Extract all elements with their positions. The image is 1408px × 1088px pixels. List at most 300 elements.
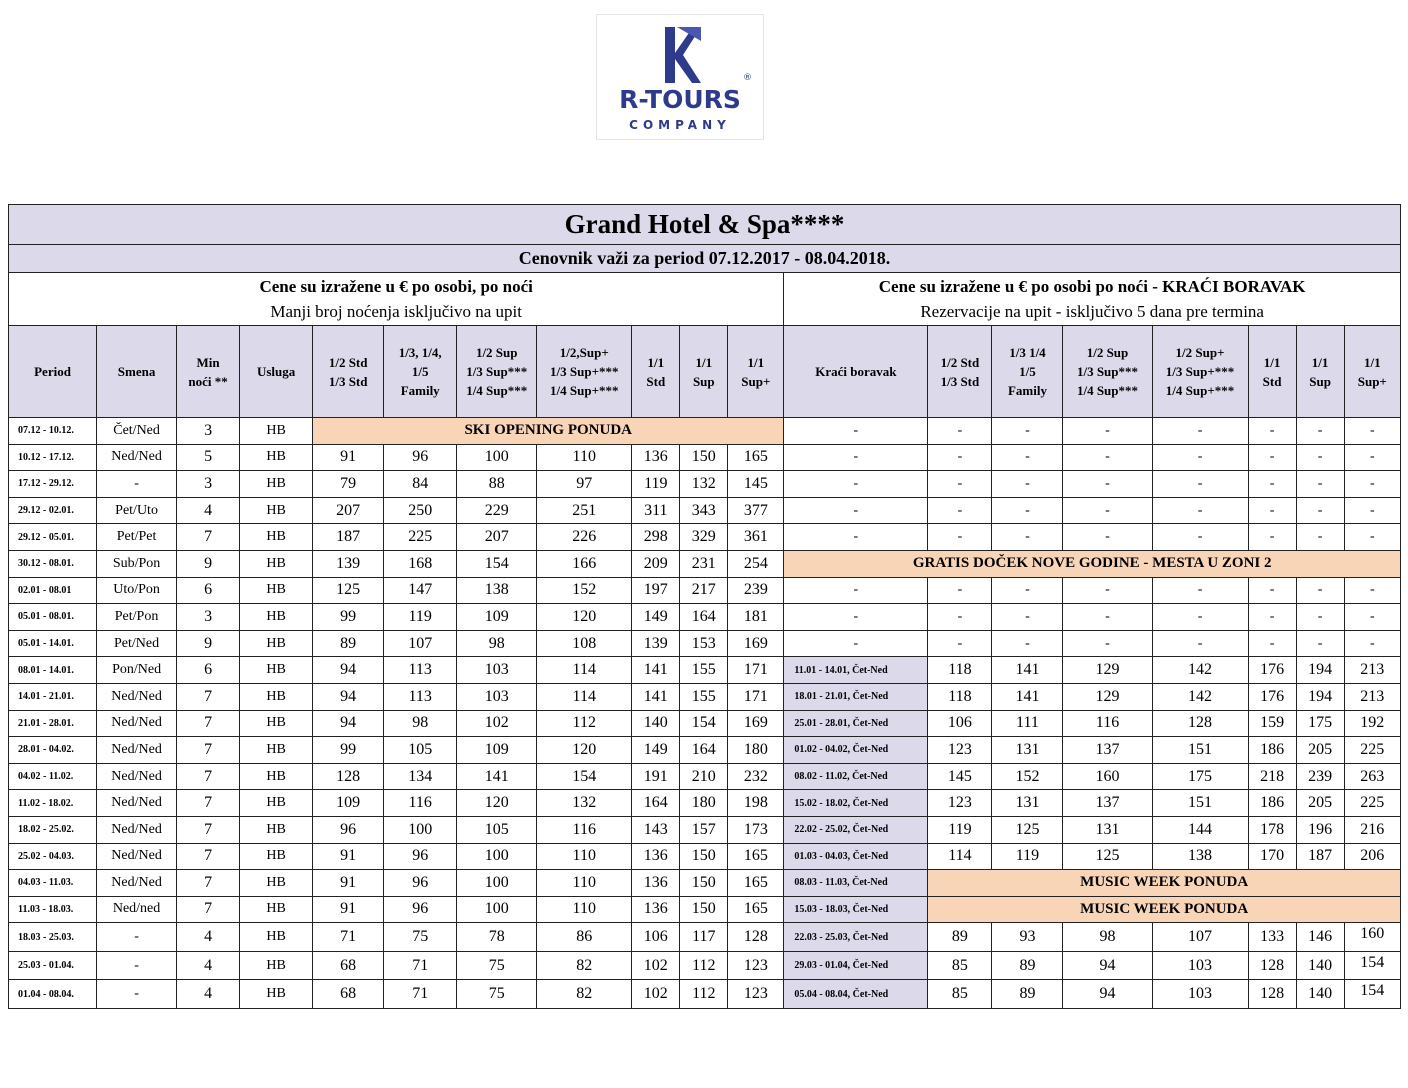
- short-stay-cell: 29.03 - 01.04, Čet-Ned: [784, 951, 928, 980]
- empty-price-cell: -: [1344, 524, 1400, 551]
- price-cell: 108: [537, 630, 632, 657]
- table-row: [9, 630, 1401, 657]
- short-stay-price-cell: 154: [1344, 951, 1400, 980]
- price-cell: 171: [728, 657, 784, 684]
- short-stay-cell: 08.03 - 11.03, Čet-Ned: [784, 870, 928, 897]
- empty-price-cell: -: [1248, 577, 1296, 604]
- price-cell: 197: [632, 577, 680, 604]
- table-row: [9, 980, 1401, 1009]
- price-cell: 98: [384, 710, 457, 737]
- price-cell: 226: [537, 524, 632, 551]
- price-cell: 91: [313, 870, 384, 897]
- period-cell: 18.02 - 25.02.: [9, 816, 97, 843]
- empty-price-cell: -: [992, 524, 1063, 551]
- table-row: [9, 951, 1401, 980]
- price-cell: 125: [313, 577, 384, 604]
- table-row: [9, 471, 1401, 498]
- table-row: [9, 577, 1401, 604]
- promo-banner: SKI OPENING PONUDA: [313, 418, 784, 445]
- period-cell: 04.02 - 11.02.: [9, 763, 97, 790]
- price-cell: 105: [457, 816, 537, 843]
- shift-cell: -: [97, 923, 177, 952]
- price-cell: 82: [537, 951, 632, 980]
- price-cell: 128: [728, 923, 784, 952]
- empty-price-cell: -: [1063, 604, 1152, 631]
- price-cell: 109: [457, 604, 537, 631]
- short-stay-price-cell: 85: [928, 951, 992, 980]
- short-stay-price-cell: 141: [992, 683, 1063, 710]
- short-stay-price-cell: 89: [992, 951, 1063, 980]
- price-cell: 166: [537, 550, 632, 577]
- shift-cell: Ned/Ned: [97, 444, 177, 471]
- min-nights-cell: 7: [177, 790, 240, 817]
- min-nights-cell: 4: [177, 923, 240, 952]
- price-cell: 94: [313, 683, 384, 710]
- short-stay-price-cell: 225: [1344, 737, 1400, 764]
- empty-price-cell: -: [1344, 418, 1400, 445]
- left-section-header: [9, 273, 784, 326]
- price-cell: 109: [313, 790, 384, 817]
- empty-price-cell: -: [1296, 444, 1344, 471]
- price-cell: 180: [728, 737, 784, 764]
- short-stay-price-cell: 89: [928, 923, 992, 952]
- short-stay-price-cell: 196: [1296, 816, 1344, 843]
- price-cell: 154: [680, 710, 728, 737]
- price-cell: 207: [457, 524, 537, 551]
- min-nights-cell: 7: [177, 870, 240, 897]
- table-row: [9, 444, 1401, 471]
- empty-price-cell: -: [1248, 471, 1296, 498]
- shift-cell: Ned/Ned: [97, 843, 177, 870]
- price-cell: 155: [680, 683, 728, 710]
- empty-price-cell: -: [992, 577, 1063, 604]
- period-cell: 08.01 - 14.01.: [9, 657, 97, 684]
- period-cell: 21.01 - 28.01.: [9, 710, 97, 737]
- short-stay-price-cell: 205: [1296, 790, 1344, 817]
- short-stay-price-cell: 142: [1152, 657, 1248, 684]
- empty-price-cell: -: [928, 524, 992, 551]
- short-stay-price-cell: 89: [992, 980, 1063, 1009]
- price-cell: 152: [537, 577, 632, 604]
- service-cell: HB: [240, 577, 313, 604]
- price-cell: 207: [313, 497, 384, 524]
- price-cell: 132: [537, 790, 632, 817]
- empty-price-cell: -: [1296, 471, 1344, 498]
- period-cell: 11.03 - 18.03.: [9, 896, 97, 923]
- price-cell: 329: [680, 524, 728, 551]
- left-section-line1: Cene su izražene u € po osobi, po noći: [259, 277, 533, 296]
- price-cell: 109: [457, 737, 537, 764]
- short-stay-price-cell: 141: [992, 657, 1063, 684]
- price-cell: 343: [680, 497, 728, 524]
- left-header-5: 1/3, 1/4, 1/5 Family: [384, 326, 457, 418]
- service-cell: HB: [240, 923, 313, 952]
- price-cell: 102: [632, 951, 680, 980]
- empty-price-cell: -: [1063, 444, 1152, 471]
- short-stay-price-cell: 225: [1344, 790, 1400, 817]
- price-cell: 361: [728, 524, 784, 551]
- price-cell: 94: [313, 657, 384, 684]
- short-stay-price-cell: 103: [1152, 951, 1248, 980]
- price-cell: 114: [537, 683, 632, 710]
- short-stay-price-cell: 131: [992, 737, 1063, 764]
- service-cell: HB: [240, 604, 313, 631]
- short-stay-price-cell: 106: [928, 710, 992, 737]
- price-cell: 99: [313, 604, 384, 631]
- price-cell: 165: [728, 843, 784, 870]
- price-cell: 164: [632, 790, 680, 817]
- price-cell: 98: [457, 630, 537, 657]
- service-cell: HB: [240, 737, 313, 764]
- min-nights-cell: 7: [177, 524, 240, 551]
- empty-price-cell: -: [784, 524, 928, 551]
- price-cell: 191: [632, 763, 680, 790]
- short-stay-cell: 18.01 - 21.01, Čet-Ned: [784, 683, 928, 710]
- min-nights-cell: 9: [177, 550, 240, 577]
- service-cell: HB: [240, 896, 313, 923]
- price-cell: 136: [632, 444, 680, 471]
- left-header-3: Usluga: [240, 326, 313, 418]
- left-header-10: 1/1 Sup+: [728, 326, 784, 418]
- period-cell: 28.01 - 04.02.: [9, 737, 97, 764]
- short-stay-price-cell: 118: [928, 683, 992, 710]
- price-cell: 103: [457, 657, 537, 684]
- price-cell: 91: [313, 444, 384, 471]
- price-cell: 71: [313, 923, 384, 952]
- period-cell: 30.12 - 08.01.: [9, 550, 97, 577]
- short-stay-price-cell: 111: [992, 710, 1063, 737]
- price-cell: 89: [313, 630, 384, 657]
- short-stay-price-cell: 123: [928, 737, 992, 764]
- short-stay-cell: 05.04 - 08.04, Čet-Ned: [784, 980, 928, 1009]
- left-header-6: 1/2 Sup 1/3 Sup*** 1/4 Sup***: [457, 326, 537, 418]
- left-header-9: 1/1 Sup: [680, 326, 728, 418]
- short-stay-price-cell: 137: [1063, 737, 1152, 764]
- service-cell: HB: [240, 710, 313, 737]
- period-cell: 18.03 - 25.03.: [9, 923, 97, 952]
- shift-cell: Ned/Ned: [97, 737, 177, 764]
- empty-price-cell: -: [928, 471, 992, 498]
- price-cell: 139: [313, 550, 384, 577]
- price-cell: 119: [632, 471, 680, 498]
- empty-price-cell: -: [1248, 524, 1296, 551]
- empty-price-cell: -: [1152, 444, 1248, 471]
- price-cell: 210: [680, 763, 728, 790]
- price-table: [8, 204, 1401, 1009]
- empty-price-cell: -: [784, 471, 928, 498]
- price-cell: 225: [384, 524, 457, 551]
- price-cell: 120: [457, 790, 537, 817]
- short-stay-cell: 01.02 - 04.02, Čet-Ned: [784, 737, 928, 764]
- empty-price-cell: -: [1152, 630, 1248, 657]
- short-stay-price-cell: 151: [1152, 737, 1248, 764]
- price-cell: 154: [537, 763, 632, 790]
- short-stay-price-cell: 187: [1296, 843, 1344, 870]
- price-cell: 102: [457, 710, 537, 737]
- short-stay-price-cell: 142: [1152, 683, 1248, 710]
- price-cell: 180: [680, 790, 728, 817]
- price-cell: 155: [680, 657, 728, 684]
- price-cell: 149: [632, 737, 680, 764]
- short-stay-price-cell: 137: [1063, 790, 1152, 817]
- service-cell: HB: [240, 980, 313, 1009]
- price-cell: 169: [728, 710, 784, 737]
- price-cell: 134: [384, 763, 457, 790]
- period-cell: 25.03 - 01.04.: [9, 951, 97, 980]
- table-row: [9, 710, 1401, 737]
- short-stay-price-cell: 138: [1152, 843, 1248, 870]
- min-nights-cell: 7: [177, 843, 240, 870]
- empty-price-cell: -: [1296, 524, 1344, 551]
- short-stay-price-cell: 175: [1296, 710, 1344, 737]
- short-stay-price-cell: 206: [1344, 843, 1400, 870]
- price-cell: 157: [680, 816, 728, 843]
- short-stay-price-cell: 119: [928, 816, 992, 843]
- short-stay-price-cell: 176: [1248, 657, 1296, 684]
- company-logo: [596, 14, 764, 140]
- price-cell: 88: [457, 471, 537, 498]
- period-cell: 01.04 - 08.04.: [9, 980, 97, 1009]
- right-header-0: Kraći boravak: [784, 326, 928, 418]
- short-stay-price-cell: 145: [928, 763, 992, 790]
- short-stay-price-cell: 125: [1063, 843, 1152, 870]
- period-cell: 29.12 - 02.01.: [9, 497, 97, 524]
- short-stay-price-cell: 103: [1152, 980, 1248, 1009]
- price-cell: 149: [632, 604, 680, 631]
- short-stay-price-cell: 131: [992, 790, 1063, 817]
- shift-cell: Pet/Pet: [97, 524, 177, 551]
- price-cell: 116: [384, 790, 457, 817]
- shift-cell: Ned/Ned: [97, 763, 177, 790]
- short-stay-cell: 22.03 - 25.03, Čet-Ned: [784, 923, 928, 952]
- service-cell: HB: [240, 843, 313, 870]
- price-cell: 139: [632, 630, 680, 657]
- short-stay-price-cell: 94: [1063, 951, 1152, 980]
- shift-cell: -: [97, 471, 177, 498]
- price-cell: 150: [680, 896, 728, 923]
- short-stay-price-cell: 107: [1152, 923, 1248, 952]
- short-stay-price-cell: 160: [1344, 923, 1400, 952]
- price-cell: 100: [457, 870, 537, 897]
- short-stay-price-cell: 144: [1152, 816, 1248, 843]
- table-row: [9, 497, 1401, 524]
- logo-subname: COMPANY: [629, 118, 731, 132]
- table-row: [9, 816, 1401, 843]
- price-cell: 251: [537, 497, 632, 524]
- min-nights-cell: 7: [177, 763, 240, 790]
- empty-price-cell: -: [1152, 524, 1248, 551]
- right-section-header: [784, 273, 1401, 326]
- empty-price-cell: -: [1248, 604, 1296, 631]
- price-cell: 123: [728, 980, 784, 1009]
- price-cell: 110: [537, 896, 632, 923]
- period-cell: 04.03 - 11.03.: [9, 870, 97, 897]
- price-cell: 143: [632, 816, 680, 843]
- price-cell: 128: [313, 763, 384, 790]
- empty-price-cell: -: [784, 444, 928, 471]
- price-cell: 311: [632, 497, 680, 524]
- table-row: [9, 657, 1401, 684]
- shift-cell: -: [97, 951, 177, 980]
- period-cell: 10.12 - 17.12.: [9, 444, 97, 471]
- period-cell: 25.02 - 04.03.: [9, 843, 97, 870]
- service-cell: HB: [240, 471, 313, 498]
- min-nights-cell: 4: [177, 497, 240, 524]
- period-cell: 07.12 - 10.12.: [9, 418, 97, 445]
- min-nights-cell: 9: [177, 630, 240, 657]
- price-cell: 114: [537, 657, 632, 684]
- price-cell: 120: [537, 604, 632, 631]
- short-stay-price-cell: 213: [1344, 683, 1400, 710]
- empty-price-cell: -: [1344, 497, 1400, 524]
- shift-cell: Pet/Ned: [97, 630, 177, 657]
- table-row: [9, 737, 1401, 764]
- price-cell: 78: [457, 923, 537, 952]
- short-stay-price-cell: 178: [1248, 816, 1296, 843]
- empty-price-cell: -: [784, 497, 928, 524]
- price-cell: 165: [728, 870, 784, 897]
- shift-cell: Pet/Pon: [97, 604, 177, 631]
- left-header-2: Min noći **: [177, 326, 240, 418]
- empty-price-cell: -: [928, 418, 992, 445]
- price-cell: 110: [537, 870, 632, 897]
- shift-cell: Uto/Pon: [97, 577, 177, 604]
- column-header-row: [9, 326, 1401, 418]
- empty-price-cell: -: [1344, 604, 1400, 631]
- short-stay-price-cell: 128: [1248, 980, 1296, 1009]
- short-stay-price-cell: 194: [1296, 683, 1344, 710]
- short-stay-price-cell: 159: [1248, 710, 1296, 737]
- price-cell: 116: [537, 816, 632, 843]
- hotel-title: Grand Hotel & Spa****: [9, 205, 1401, 245]
- short-stay-cell: 01.03 - 04.03, Čet-Ned: [784, 843, 928, 870]
- short-stay-price-cell: 154: [1344, 980, 1400, 1009]
- empty-price-cell: -: [784, 577, 928, 604]
- short-stay-price-cell: 128: [1152, 710, 1248, 737]
- shift-cell: Ned/Ned: [97, 683, 177, 710]
- empty-price-cell: -: [1063, 497, 1152, 524]
- promo-banner: MUSIC WEEK PONUDA: [928, 870, 1401, 897]
- min-nights-cell: 3: [177, 604, 240, 631]
- empty-price-cell: -: [784, 630, 928, 657]
- price-cell: 298: [632, 524, 680, 551]
- price-cell: 68: [313, 951, 384, 980]
- table-row: [9, 418, 1401, 445]
- short-stay-cell: 15.03 - 18.03, Čet-Ned: [784, 896, 928, 923]
- right-header-7: 1/1 Sup+: [1344, 326, 1400, 418]
- price-cell: 75: [457, 951, 537, 980]
- empty-price-cell: -: [1296, 577, 1344, 604]
- shift-cell: Ned/ned: [97, 896, 177, 923]
- empty-price-cell: -: [992, 630, 1063, 657]
- left-header-0: Period: [9, 326, 97, 418]
- short-stay-price-cell: 94: [1063, 980, 1152, 1009]
- shift-cell: Pon/Ned: [97, 657, 177, 684]
- price-cell: 165: [728, 444, 784, 471]
- price-cell: 153: [680, 630, 728, 657]
- empty-price-cell: -: [1063, 418, 1152, 445]
- price-cell: 113: [384, 657, 457, 684]
- empty-price-cell: -: [1063, 577, 1152, 604]
- short-stay-price-cell: 192: [1344, 710, 1400, 737]
- validity-period: Cenovnik važi za period 07.12.2017 - 08.04.2018.: [9, 245, 1401, 273]
- price-cell: 138: [457, 577, 537, 604]
- short-stay-price-cell: 125: [992, 816, 1063, 843]
- price-cell: 112: [537, 710, 632, 737]
- service-cell: HB: [240, 524, 313, 551]
- short-stay-cell: 11.01 - 14.01, Čet-Ned: [784, 657, 928, 684]
- short-stay-price-cell: 131: [1063, 816, 1152, 843]
- min-nights-cell: 4: [177, 951, 240, 980]
- price-cell: 96: [384, 870, 457, 897]
- price-cell: 217: [680, 577, 728, 604]
- price-cell: 140: [632, 710, 680, 737]
- short-stay-price-cell: 98: [1063, 923, 1152, 952]
- service-cell: HB: [240, 657, 313, 684]
- price-cell: 231: [680, 550, 728, 577]
- short-stay-price-cell: 119: [992, 843, 1063, 870]
- empty-price-cell: -: [1248, 497, 1296, 524]
- service-cell: HB: [240, 683, 313, 710]
- short-stay-price-cell: 151: [1152, 790, 1248, 817]
- short-stay-price-cell: 123: [928, 790, 992, 817]
- price-cell: 141: [457, 763, 537, 790]
- price-cell: 150: [680, 444, 728, 471]
- service-cell: HB: [240, 763, 313, 790]
- min-nights-cell: 5: [177, 444, 240, 471]
- short-stay-price-cell: 85: [928, 980, 992, 1009]
- logo-registered: ®: [743, 73, 752, 83]
- min-nights-cell: 7: [177, 816, 240, 843]
- table-row: [9, 843, 1401, 870]
- price-cell: 168: [384, 550, 457, 577]
- price-cell: 250: [384, 497, 457, 524]
- price-cell: 117: [680, 923, 728, 952]
- price-cell: 165: [728, 896, 784, 923]
- empty-price-cell: -: [928, 497, 992, 524]
- right-section-line1: Cene su izražene u € po osobi po noći - KRAĆI BORAVAK: [878, 277, 1306, 296]
- left-section-line2: Manji broj noćenja isključivo na upit: [270, 302, 522, 321]
- price-cell: 103: [457, 683, 537, 710]
- price-cell: 68: [313, 980, 384, 1009]
- short-stay-price-cell: 128: [1248, 951, 1296, 980]
- short-stay-cell: 22.02 - 25.02, Čet-Ned: [784, 816, 928, 843]
- min-nights-cell: 6: [177, 657, 240, 684]
- empty-price-cell: -: [784, 418, 928, 445]
- price-cell: 164: [680, 737, 728, 764]
- price-cell: 181: [728, 604, 784, 631]
- price-cell: 141: [632, 657, 680, 684]
- short-stay-price-cell: 216: [1344, 816, 1400, 843]
- empty-price-cell: -: [928, 577, 992, 604]
- short-stay-price-cell: 114: [928, 843, 992, 870]
- price-cell: 100: [457, 896, 537, 923]
- price-cell: 198: [728, 790, 784, 817]
- min-nights-cell: 3: [177, 471, 240, 498]
- empty-price-cell: -: [1344, 444, 1400, 471]
- empty-price-cell: -: [1248, 630, 1296, 657]
- price-cell: 96: [384, 896, 457, 923]
- service-cell: HB: [240, 870, 313, 897]
- price-cell: 119: [384, 604, 457, 631]
- short-stay-price-cell: 146: [1296, 923, 1344, 952]
- price-cell: 173: [728, 816, 784, 843]
- price-cell: 112: [680, 951, 728, 980]
- min-nights-cell: 4: [177, 980, 240, 1009]
- shift-cell: -: [97, 980, 177, 1009]
- short-stay-price-cell: 239: [1296, 763, 1344, 790]
- price-cell: 110: [537, 843, 632, 870]
